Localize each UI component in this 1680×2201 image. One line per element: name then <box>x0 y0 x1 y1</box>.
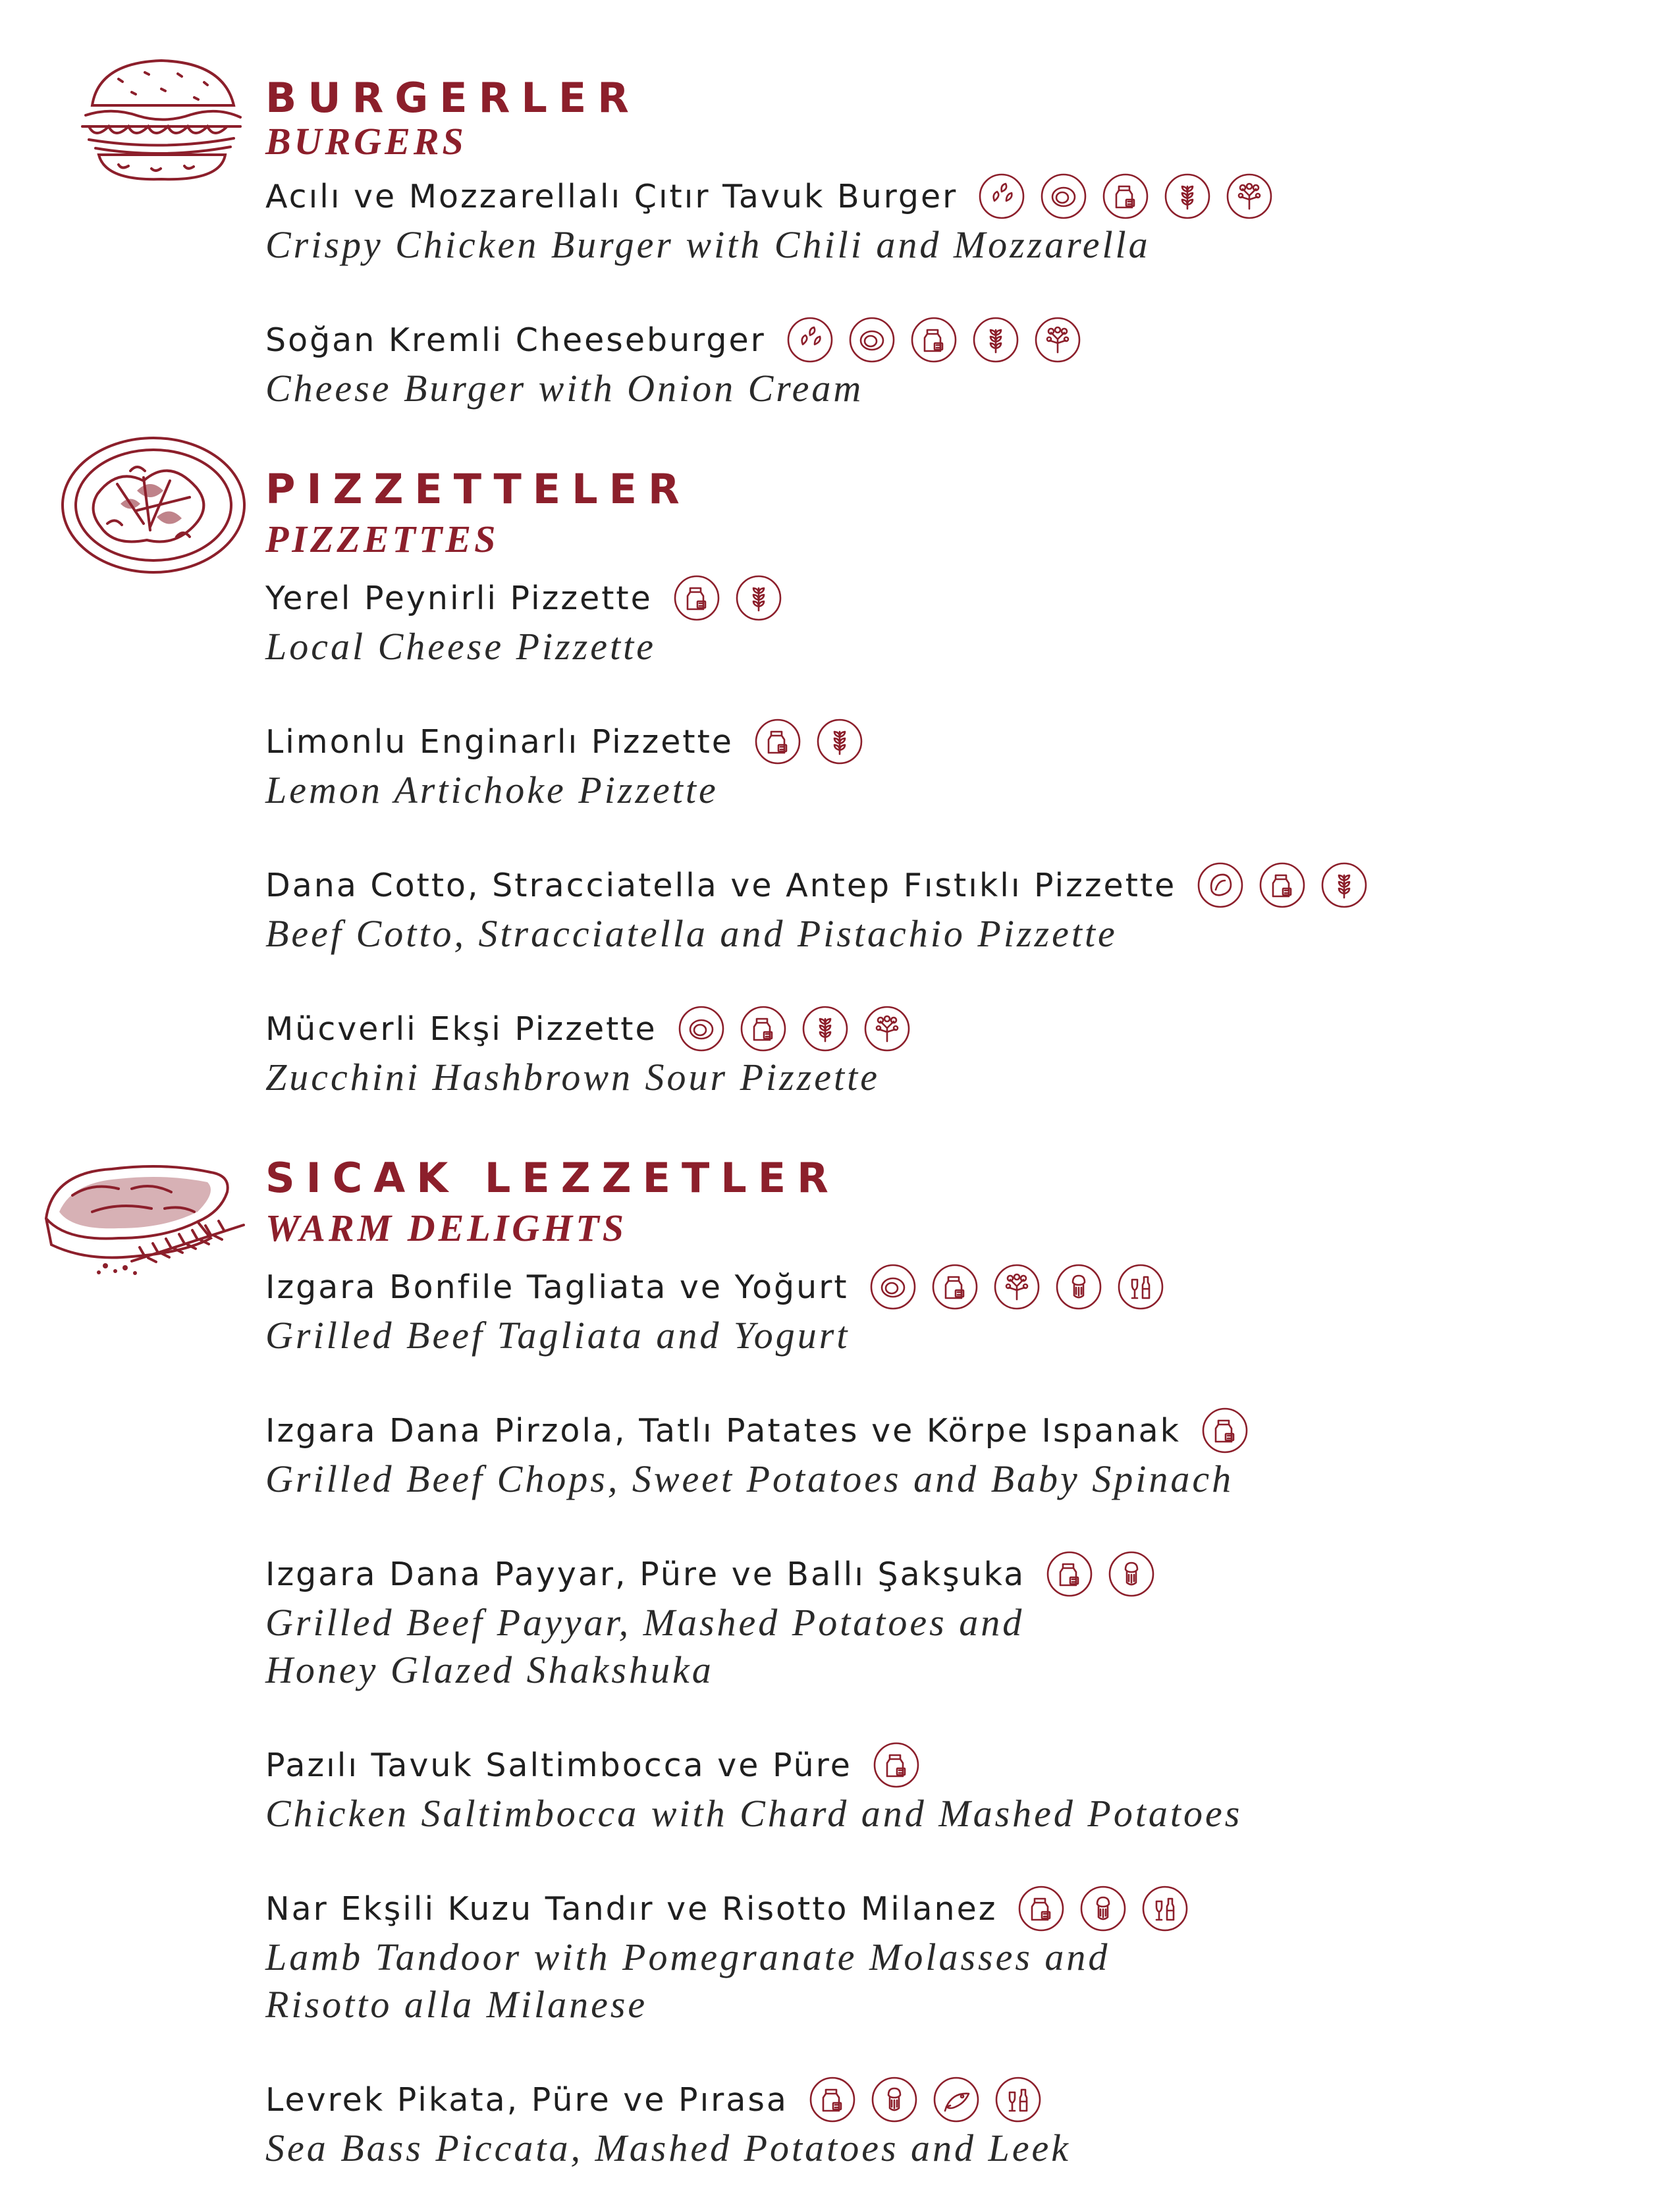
egg-icon <box>869 1263 917 1311</box>
celery-icon <box>1033 315 1082 364</box>
item-description: Local Cheese Pizzette <box>265 625 657 668</box>
menu-item <box>265 1266 1178 1359</box>
celery-icon <box>863 1004 911 1053</box>
milk-icon <box>739 1004 788 1053</box>
sesame-icon <box>786 315 834 364</box>
allergen-icons <box>869 1263 1178 1311</box>
item-name: Limonlu Enginarlı Pizzette <box>265 722 734 761</box>
mustard-icon <box>1079 1884 1127 1933</box>
allergen-icons <box>1201 1406 1262 1455</box>
egg-icon <box>848 315 896 364</box>
wine-icon <box>1141 1884 1189 1933</box>
item-name: Izgara Dana Payyar, Püre ve Ballı Şakşuka <box>265 1555 1026 1593</box>
milk-icon <box>808 2075 857 2124</box>
item-description: Lamb Tandoor with Pomegranate Molasses and <box>265 1936 1110 1978</box>
item-name: Izgara Bonfile Tagliata ve Yoğurt <box>265 1268 849 1306</box>
item-description-line2: Risotto alla Milanese <box>265 1983 648 2026</box>
wheat-icon <box>734 574 783 622</box>
item-description: Sea Bass Piccata, Mashed Potatoes and Leek <box>265 2127 1071 2169</box>
item-description: Grilled Beef Payyar, Mashed Potatoes and <box>265 1601 1025 1644</box>
mustard-icon <box>1054 1263 1103 1311</box>
allergen-icons <box>1045 1550 1169 1598</box>
wheat-icon <box>971 315 1020 364</box>
item-description: Zucchini Hashbrown Sour Pizzette <box>265 1056 881 1099</box>
item-name: Mücverli Ekşi Pizzette <box>265 1010 657 1048</box>
wheat-icon <box>801 1004 850 1053</box>
milk-icon <box>931 1263 979 1311</box>
item-name: Levrek Pikata, Püre ve Pırasa <box>265 2080 788 2119</box>
section-title: SICAK LEZZETLER <box>265 1154 840 1202</box>
menu-item <box>265 1553 1169 1694</box>
milk-icon <box>872 1741 921 1789</box>
item-name: Pazılı Tavuk Saltimbocca ve Püre <box>265 1746 852 1784</box>
menu-item <box>265 864 1382 958</box>
mustard-icon <box>1107 1550 1156 1598</box>
celery-icon <box>1225 172 1274 221</box>
fish-icon <box>932 2075 981 2124</box>
item-description: Crispy Chicken Burger with Chili and Mozzarella <box>265 223 1151 266</box>
allergen-icons <box>753 717 877 766</box>
celery-icon <box>992 1263 1041 1311</box>
section-title: BURGERLER <box>265 74 640 122</box>
burger-illustration <box>72 53 250 184</box>
item-description: Chicken Saltimbocca with Chard and Mashed Potatoes <box>265 1792 1243 1835</box>
item-name: Yerel Peynirli Pizzette <box>265 579 653 617</box>
item-description-line2: Honey Glazed Shakshuka <box>265 1648 714 1691</box>
milk-icon <box>1101 172 1150 221</box>
allergen-icons <box>672 574 796 622</box>
item-description: Grilled Beef Tagliata and Yogurt <box>265 1314 850 1357</box>
wine-icon <box>1116 1263 1165 1311</box>
allergen-icons <box>872 1741 934 1789</box>
section-subtitle: WARM DELIGHTS <box>265 1207 627 1249</box>
menu-item <box>265 720 877 814</box>
egg-icon <box>1039 172 1088 221</box>
menu-item <box>265 2079 1071 2172</box>
item-description: Grilled Beef Chops, Sweet Potatoes and Baby Spinach <box>265 1457 1234 1500</box>
nut-icon <box>1196 861 1245 910</box>
milk-icon <box>1017 1884 1066 1933</box>
section-subtitle: PIZZETTES <box>265 518 499 560</box>
item-description: Lemon Artichoke Pizzette <box>265 769 718 811</box>
item-name: Dana Cotto, Stracciatella ve Antep Fıstıklı Pizzette <box>265 866 1177 904</box>
milk-icon <box>1201 1406 1249 1455</box>
milk-icon <box>909 315 958 364</box>
allergen-icons <box>677 1004 925 1053</box>
section-subtitle: BURGERS <box>265 120 467 163</box>
menu-item <box>265 1744 1242 1837</box>
allergen-icons <box>977 172 1287 221</box>
menu-item <box>265 1008 925 1101</box>
milk-icon <box>753 717 802 766</box>
item-name: Soğan Kremli Cheeseburger <box>265 321 766 359</box>
wheat-icon <box>1163 172 1212 221</box>
menu-item <box>265 577 796 670</box>
wheat-icon <box>1320 861 1368 910</box>
menu-item <box>265 1888 1203 2028</box>
allergen-icons <box>1017 1884 1203 1933</box>
steak-illustration <box>33 1146 257 1278</box>
wine-icon <box>994 2075 1043 2124</box>
milk-icon <box>1258 861 1307 910</box>
item-name: Izgara Dana Pirzola, Tatlı Patates ve Körpe Ispanak <box>265 1411 1181 1450</box>
menu-item <box>265 175 1287 269</box>
allergen-icons <box>1196 861 1382 910</box>
menu-item <box>265 319 1095 412</box>
item-description: Beef Cotto, Stracciatella and Pistachio Pizzette <box>265 912 1118 955</box>
menu-item <box>265 1409 1262 1503</box>
section-title: PIZZETTELER <box>265 465 691 513</box>
sesame-icon <box>977 172 1026 221</box>
item-name: Nar Ekşili Kuzu Tandır ve Risotto Milanez <box>265 1889 998 1928</box>
wheat-icon <box>815 717 864 766</box>
egg-icon <box>677 1004 726 1053</box>
item-name: Acılı ve Mozzarellalı Çıtır Tavuk Burger <box>265 177 958 215</box>
allergen-icons <box>808 2075 1056 2124</box>
pizzette-illustration <box>58 431 249 580</box>
mustard-icon <box>870 2075 919 2124</box>
milk-icon <box>672 574 721 622</box>
item-description: Cheese Burger with Onion Cream <box>265 367 864 410</box>
milk-icon <box>1045 1550 1094 1598</box>
allergen-icons <box>786 315 1095 364</box>
